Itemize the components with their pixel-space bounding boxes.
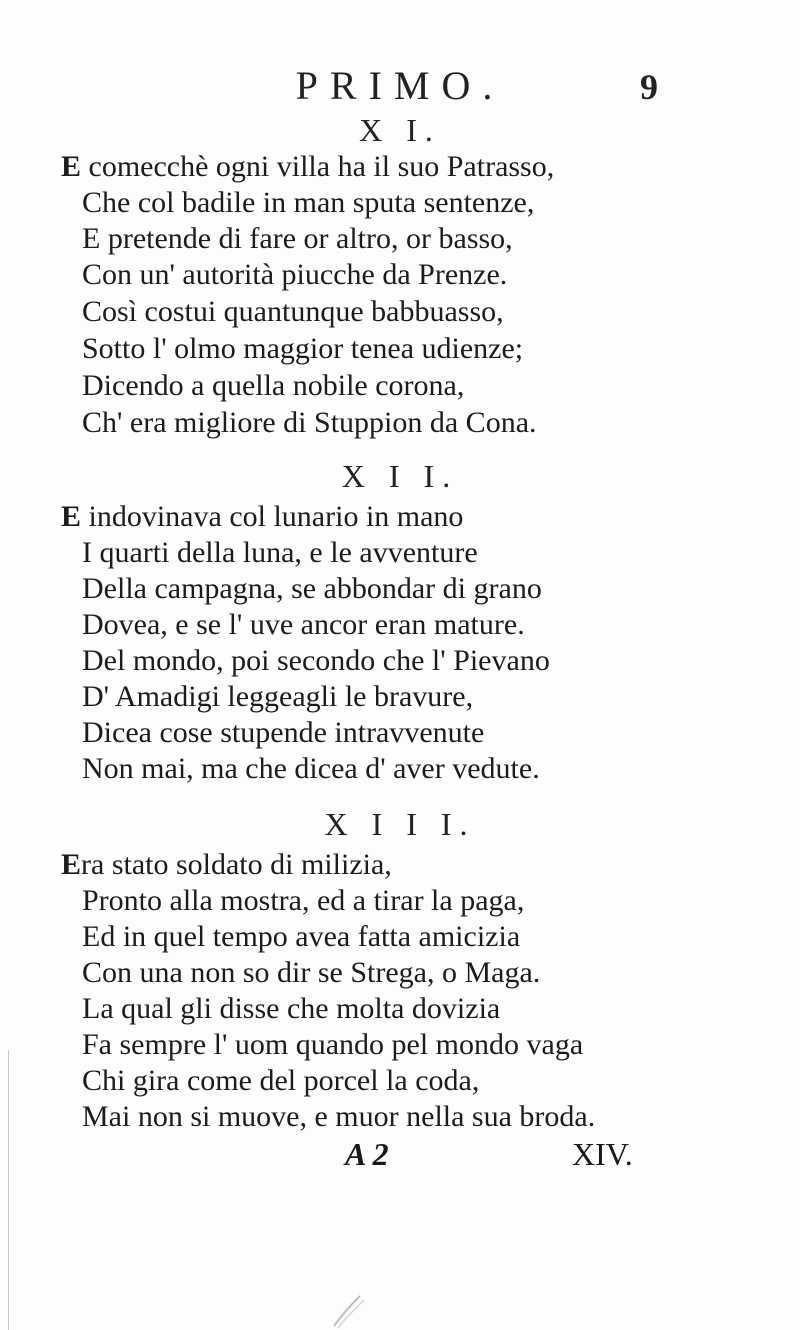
verse-line: Dicea cose stupende intravvenute (82, 716, 485, 749)
page-number: 9 (640, 67, 658, 107)
verse-line: E comecchè ogni villa ha il suo Patrasso, (61, 150, 555, 183)
verse-line: Sotto l' olmo maggior tenea udienze; (82, 332, 524, 365)
signature-mark: A 2 (345, 1136, 389, 1172)
stanza-number: X I. (359, 112, 441, 148)
verse-line: Dicendo a quella nobile corona, (82, 369, 465, 402)
verse-line: Non mai, ma che dicea d' aver vedute. (82, 752, 540, 785)
verse-line: Era stato soldato di milizia, (61, 848, 392, 881)
verse-line: Mai non si muove, e muor nella sua broda. (82, 1100, 596, 1133)
verse-line: Pronto alla mostra, ed a tirar la paga, (82, 884, 525, 917)
verse-line: Così costui quantunque babbuasso, (82, 295, 504, 328)
stanza-number: X I I I. (324, 806, 476, 842)
verse-line: E indovinava col lunario in mano (61, 500, 464, 533)
verse-line: Con una non so dir se Strega, o Maga. (82, 956, 541, 989)
ink-smudge-icon (330, 1290, 370, 1330)
verse-line: La qual gli disse che molta dovizia (82, 992, 501, 1025)
verse-line: Del mondo, poi secondo che l' Pievano (82, 644, 550, 677)
catchword: XIV. (572, 1136, 633, 1172)
verse-line: Della campagna, se abbondar di grano (82, 572, 542, 605)
page-edge-rule (8, 1050, 9, 1330)
verse-line: I quarti della luna, e le avventure (82, 536, 478, 569)
verse-line: Fa sempre l' uom quando pel mondo vaga (82, 1028, 584, 1061)
stanza-number: X I I. (341, 458, 459, 494)
verse-line: D' Amadigi leggeagli le bravure, (82, 680, 474, 713)
verse-line: Che col badile in man sputa sentenze, (82, 186, 535, 219)
verse-line: Ch' era migliore di Stuppion da Cona. (82, 406, 537, 439)
verse-line: Chi gira come del porcel la coda, (82, 1064, 480, 1097)
verse-line: E pretende di fare or altro, or basso, (82, 222, 513, 255)
page-footer (0, 1136, 800, 1176)
running-head: PRIMO. (295, 63, 505, 108)
verse-line: Con un' autorità piucche da Prenze. (82, 258, 508, 291)
verse-line: Ed in quel tempo avea fatta amicizia (82, 920, 521, 953)
verse-line: Dovea, e se l' uve ancor eran mature. (82, 608, 525, 641)
